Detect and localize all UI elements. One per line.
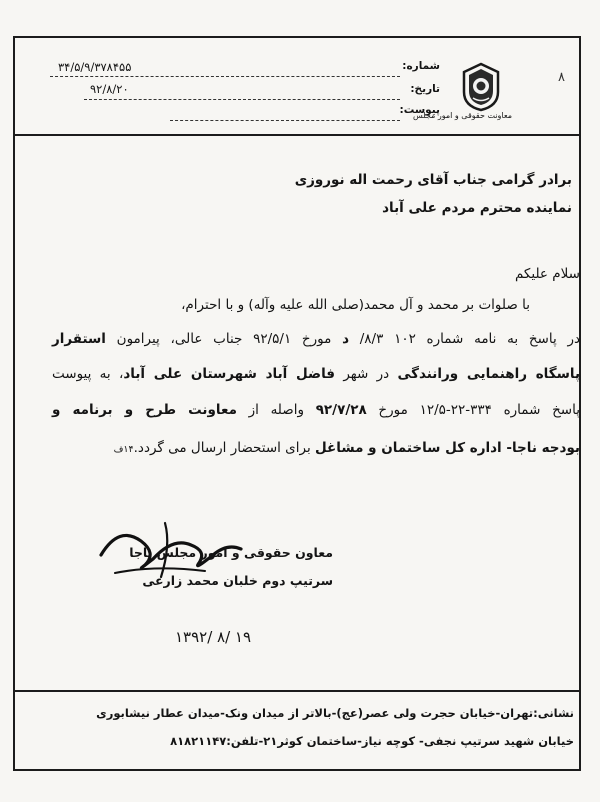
reference-code: ۱۴ف <box>113 444 134 455</box>
police-emblem-logo <box>460 62 502 112</box>
attachment-underline <box>170 120 400 121</box>
page-mark: ۸ <box>558 70 565 85</box>
date-label: تاریخ: <box>410 83 440 95</box>
footer-divider <box>13 690 581 692</box>
number-label: شماره: <box>402 60 440 72</box>
handwritten-date: ۱۳۹۲/ ۸/ ۱۹ <box>175 628 252 646</box>
logo-caption: معاونت حقوقی و امور مجلس <box>413 111 512 120</box>
body-line-3: پاسخ شماره ۳۳۴-۲۲-۱۲/۵ مورخ ۹۲/۷/۲۸ واصله از معاونت طرح و برنامه و <box>52 402 580 418</box>
header-divider <box>13 134 581 136</box>
footer-address-line-2: خیابان شهید سرتیپ نجفی- کوچه نیاز-ساختمان کوثر۲۱-تلفن:۸۱۸۲۱۱۴۷ <box>170 734 574 748</box>
letter-number: ۳۴/۵/۹/۳۷۸۴۵۵ <box>58 60 132 74</box>
addressee-line-1: برادر گرامی جناب آقای رحمت اله نوروزی <box>294 172 572 188</box>
letter-date: ۹۲/۸/۲۰ <box>90 82 129 96</box>
addressee-line-2: نماینده محترم مردم علی آباد <box>382 200 572 216</box>
number-underline <box>50 76 400 77</box>
greeting: سلام علیکم <box>514 266 580 282</box>
date-underline <box>84 99 400 100</box>
salutation: با صلوات بر محمد و آل محمد(صلی الله علیه وآله) و با احترام، <box>181 297 530 313</box>
signatory-name: سرتیپ دوم خلبان محمد زارعی <box>142 573 333 588</box>
signatory-title: معاون حقوقی و امور مجلس ناجا <box>129 545 333 560</box>
attachment-label: پیوست: <box>399 104 440 116</box>
footer-address-line-1: نشانی:تهران-خیابان حجرت ولی عصر(عج)-بالاتر از میدان ونک-میدان عطار نیشابوری <box>96 706 574 720</box>
body-line-2: پاسگاه راهنمایی ورانندگی در شهر فاضل آباد شهرستان علی آباد، به پیوست <box>52 366 581 382</box>
body-line-4: بودجه ناجا- اداره کل ساختمان و مشاغل برای استحضار ارسال می گردد.۱۴ف <box>113 440 580 456</box>
body-line-1: در پاسخ به نامه شماره ۱۰۲ ۸/۳/ د مورخ ۹۲/۵/۱ جناب عالی، پیرامون استقرار <box>52 331 580 347</box>
